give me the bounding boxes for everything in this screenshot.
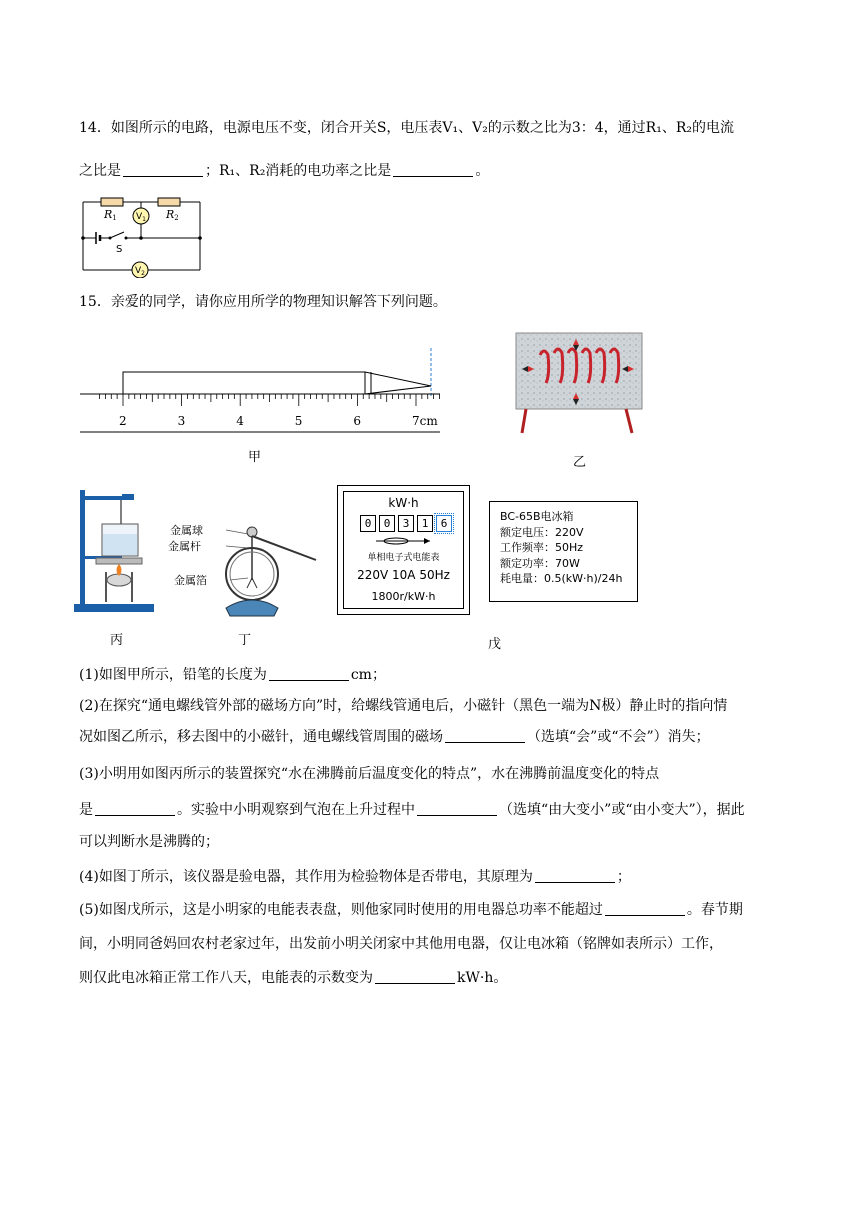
q15-p2-line1: (2)在探究“通电螺线管外部的磁场方向”时，给螺线管通电后，小磁针（黑色一端为N极）静止时的指向情	[79, 698, 728, 714]
q15-p5-line3	[79, 968, 507, 988]
v1-label: $V_1$	[136, 212, 146, 223]
caption-yi: 乙	[573, 455, 587, 470]
q15-p2-blank[interactable]	[445, 728, 525, 743]
q15-p5-blank-2[interactable]	[375, 969, 455, 984]
q15-p4-text: (4)如图丁所示，该仪器是验电器，其作用为检验物体是否带电，其原理为	[79, 869, 533, 885]
ruler-tick-label: 5	[294, 414, 303, 428]
switch-label: S	[116, 244, 123, 255]
label-metal-foil: 金属箔	[174, 574, 207, 587]
q15-p3-blank-1[interactable]	[95, 801, 175, 816]
meter-digit: 1	[417, 515, 433, 532]
r2-label: R2	[166, 208, 179, 222]
q14-blank-2[interactable]	[393, 162, 473, 177]
caption-ding: 丁	[238, 633, 252, 648]
label-metal-rod: 金属杆	[168, 540, 201, 553]
meter-digit: 0	[379, 515, 395, 532]
q15-p5-blank-1[interactable]	[605, 901, 685, 916]
circuit-diagram	[78, 194, 206, 278]
q15-p4-blank[interactable]	[535, 868, 615, 883]
q15-p2-hint: （选填“会”或“不会”）消失；	[527, 729, 710, 745]
q15-p4	[79, 867, 631, 887]
fridge-line-voltage: 额定电压：220V	[500, 525, 584, 539]
electroscope-figure	[168, 520, 320, 620]
q15-p1	[79, 665, 386, 685]
ruler-tick-label: 6	[353, 414, 362, 428]
ruler-tick-label: 2	[119, 414, 127, 428]
q15-p5-line2: 间，小明同爸妈回农村老家过年，出发前小明关闭家中其他用电器，仅让电冰箱（铭牌如表所示）工作，	[79, 936, 723, 952]
q15-p5-unit: kW·h。	[457, 970, 508, 986]
q15-p3-line2	[79, 800, 745, 820]
meter-digits	[360, 515, 455, 532]
v2-label: $V_2$	[135, 266, 145, 277]
fridge-line-power: 额定功率：70W	[500, 556, 580, 570]
q15-p5-text-a: (5)如图戊所示，这是小明家的电能表表盘，则他家同时使用的用电器总功率不能超过	[79, 902, 603, 918]
q15-p5-text-b: 。春节期	[686, 902, 743, 918]
caption-jia: 甲	[248, 450, 262, 465]
q15-p4-end: ；	[616, 869, 631, 885]
q14-text-line2	[79, 161, 489, 181]
q15-p3-text-b: 。实验中小明观察到气泡在上升过程中	[177, 802, 415, 818]
q15-p1-blank[interactable]	[269, 666, 349, 681]
ruler-tick-label: 3	[177, 414, 186, 428]
q15-p3-line3: 可以判断水是沸腾的；	[79, 834, 219, 850]
meter-digit: 0	[360, 515, 376, 532]
meter-name: 单相电子式电能表	[367, 553, 440, 563]
q15-p5-line1	[79, 900, 743, 920]
q15-p3-blank-2[interactable]	[417, 801, 497, 816]
q14-text-a: 之比是	[79, 163, 121, 179]
fridge-line-consumption: 耗电量：0.5(kW·h)/24h	[500, 572, 623, 585]
q15-p1-text: (1)如图甲所示，铅笔的长度为	[79, 667, 267, 683]
q14-blank-1[interactable]	[123, 162, 203, 177]
q15-p3-text-a: 是	[79, 802, 93, 818]
ruler-tick-label: 4	[236, 414, 244, 428]
r1-label: R1	[104, 208, 117, 222]
fridge-line-model: BC-65B电冰箱	[500, 510, 574, 523]
q15-p2-text: 况如图乙所示，移去图中的小磁针，通电螺线管周围的磁场	[79, 729, 443, 745]
caption-bing: 丙	[110, 633, 124, 648]
q15-p3-hint: （选填“由大变小”或“由小变大”），据此	[499, 802, 745, 818]
q15-p2-line2	[79, 727, 710, 747]
meter-arrow-icon	[374, 536, 434, 546]
ruler-figure	[78, 344, 450, 436]
meter-digit: 3	[398, 515, 414, 532]
q15-p3-line1: (3)小明用如图丙所示的装置探究“水在沸腾前后温度变化的特点”，水在沸腾前温度变化的特点	[79, 766, 660, 782]
q15-p5-text-c: 则仅此电冰箱正常工作八天，电能表的示数变为	[79, 970, 373, 986]
meter-constant: 1800r/kW·h	[371, 590, 436, 603]
solenoid-figure	[514, 331, 644, 435]
meter-unit: kW·h	[388, 496, 419, 510]
caption-wu: 戊	[488, 637, 502, 652]
fridge-line-frequency: 工作频率：50Hz	[500, 541, 584, 554]
ruler-tick-label: 7cm	[412, 414, 438, 428]
q14-text-line1: 14．如图所示的电路，电源电压不变，闭合开关S，电压表V₁、V₂的示数之比为3：4，通过R₁、R₂的电流	[79, 120, 734, 136]
q15-intro: 15．亲爱的同学，请你应用所学的物理知识解答下列问题。	[79, 294, 447, 310]
meter-rating: 220V 10A 50Hz	[357, 568, 450, 582]
label-metal-ball: 金属球	[170, 524, 203, 537]
fridge-nameplate	[489, 501, 638, 602]
meter-digit: 6	[436, 515, 452, 532]
q15-p1-unit: cm；	[350, 667, 386, 683]
q14-text-b: ；R₁、R₂消耗的电功率之比是	[205, 163, 392, 179]
q14-text-c: 。	[475, 163, 490, 179]
boiling-figure	[72, 486, 158, 618]
energy-meter	[337, 485, 470, 615]
